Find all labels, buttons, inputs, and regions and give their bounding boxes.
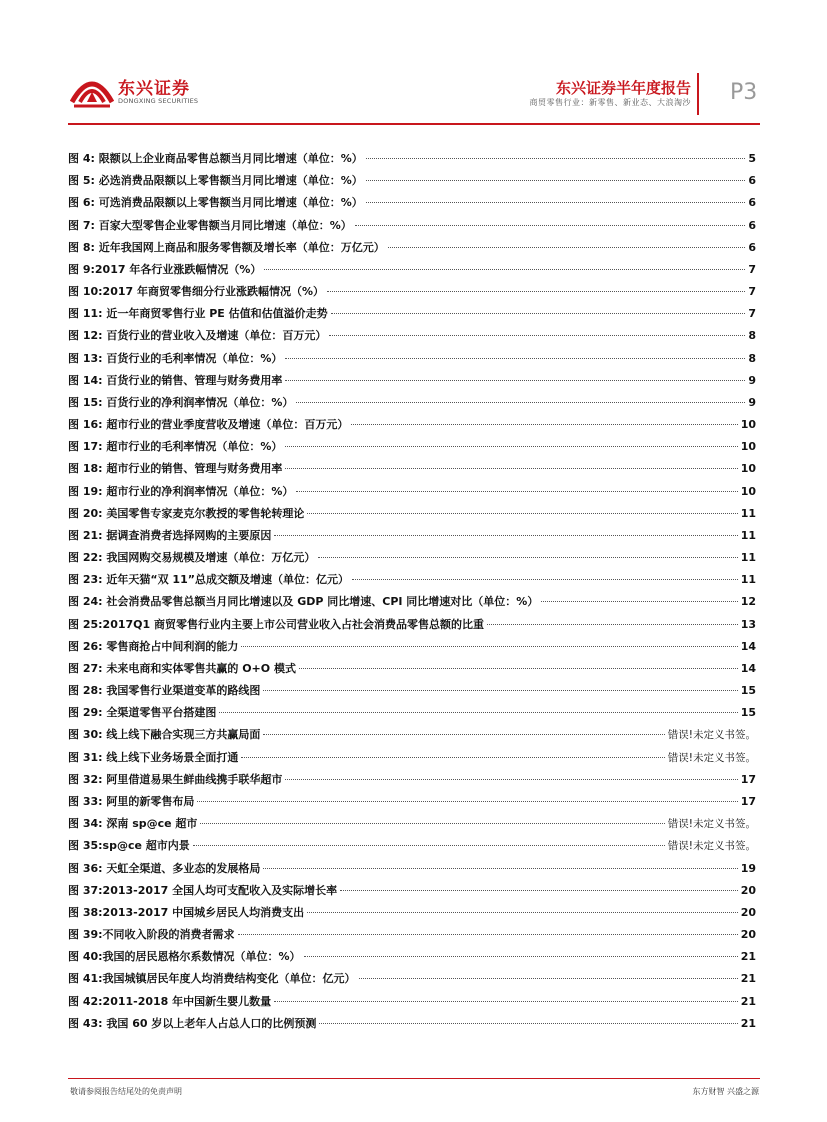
toc-entry[interactable] <box>68 682 756 704</box>
toc-entry[interactable] <box>68 571 756 593</box>
toc-entry-label: 图 5: 必选消费品限额以上零售额当月同比增速（单位：%） <box>68 174 363 188</box>
toc-entry-label: 图 7: 百家大型零售企业零售额当月同比增速（单位：%） <box>68 218 352 232</box>
toc-entry-label: 图 13: 百货行业的毛利率情况（单位：%） <box>68 351 283 365</box>
toc-leader-dots <box>366 158 746 159</box>
toc-leader-dots <box>263 690 737 691</box>
toc-leader-dots <box>219 712 737 713</box>
toc-entry[interactable] <box>68 261 756 283</box>
toc-entry-page: 19 <box>740 861 756 875</box>
toc-leader-dots <box>366 202 746 203</box>
toc-entry-label: 图 22: 我国网购交易规模及增速（单位：万亿元） <box>68 551 316 565</box>
toc-entry[interactable] <box>68 948 756 970</box>
toc-entry-page: 10 <box>740 418 756 432</box>
toc-entry-label: 图 40:我国的居民恩格尔系数情况（单位：%） <box>68 950 301 964</box>
toc-leader-dots <box>388 247 746 248</box>
toc-entry[interactable] <box>68 593 756 615</box>
toc-entry[interactable] <box>68 483 756 505</box>
footer-slogan: 东方财智 兴盛之源 <box>692 1087 759 1096</box>
toc-entry-label: 图 20: 美国零售专家麦克尔教授的零售轮转理论 <box>68 506 305 520</box>
toc-entry-page: 11 <box>740 573 756 587</box>
toc-entry-page: 错误!未定义书签。 <box>667 840 756 853</box>
toc-entry[interactable] <box>68 460 756 482</box>
toc-entry-page: 6 <box>748 218 756 232</box>
toc-entry-label: 图 23: 近年天猫“双 11”总成交额及增速（单位：亿元） <box>68 573 349 587</box>
toc-entry-label: 图 8: 近年我国网上商品和服务零售额及增长率（单位：万亿元） <box>68 240 385 254</box>
toc-entry-label: 图 38:2013-2017 中国城乡居民人均消费支出 <box>68 905 305 919</box>
toc-leader-dots <box>351 424 737 425</box>
toc-entry-label: 图 11: 近一年商贸零售行业 PE 估值和估值溢价走势 <box>68 307 328 321</box>
logo-emblem-icon <box>70 72 114 112</box>
toc-entry[interactable] <box>68 150 756 172</box>
toc-leader-dots <box>304 956 738 957</box>
toc-entry[interactable] <box>68 394 756 416</box>
toc-entry-label: 图 41:我国城镇居民年度人均消费结构变化（单位：亿元） <box>68 972 356 986</box>
toc-leader-dots <box>241 757 664 758</box>
toc-entry-label: 图 9:2017 年各行业涨跌幅情况（%） <box>68 262 262 276</box>
toc-leader-dots <box>285 468 737 469</box>
toc-entry-label: 图 25:2017Q1 商贸零售行业内主要上市公司营业收入占社会消费品零售总额的比重 <box>68 617 484 631</box>
toc-leader-dots <box>193 845 665 846</box>
toc-entry-page: 11 <box>740 506 756 520</box>
toc-entry-page: 11 <box>740 551 756 565</box>
report-subtitle: 商贸零售行业：新零售、新业态、大浪淘沙 <box>529 98 691 107</box>
toc-entry[interactable] <box>68 793 756 815</box>
toc-leader-dots <box>264 269 745 270</box>
header-rule <box>68 123 760 125</box>
toc-entry-label: 图 27: 未来电商和实体零售共赢的 O+O 模式 <box>68 661 296 675</box>
toc-entry[interactable] <box>68 926 756 948</box>
toc-leader-dots <box>319 1023 737 1024</box>
toc-entry[interactable] <box>68 217 756 239</box>
toc-entry-label: 图 19: 超市行业的净利润率情况（单位：%） <box>68 484 294 498</box>
toc-entry-page: 21 <box>740 972 756 986</box>
toc-leader-dots <box>307 513 737 514</box>
toc-entry-label: 图 31: 线上线下业务场景全面打通 <box>68 750 239 764</box>
toc-leader-dots <box>285 779 737 780</box>
toc-entry-page: 10 <box>740 484 756 498</box>
toc-entry-page: 14 <box>740 661 756 675</box>
toc-leader-dots <box>274 1001 738 1002</box>
toc-leader-dots <box>274 535 737 536</box>
toc-entry-page: 6 <box>748 240 756 254</box>
toc-entry[interactable] <box>68 327 756 349</box>
toc-leader-dots <box>359 978 738 979</box>
toc-entry[interactable] <box>68 837 756 859</box>
toc-entry[interactable] <box>68 660 756 682</box>
logo-chinese-name: 东兴证券 <box>118 79 190 99</box>
toc-entry-page: 20 <box>740 905 756 919</box>
toc-entry-page: 错误!未定义书签。 <box>667 751 756 764</box>
toc-entry-page: 17 <box>740 794 756 808</box>
toc-entry-page: 20 <box>740 883 756 897</box>
page-number: P3 <box>730 80 758 105</box>
toc-entry[interactable] <box>68 860 756 882</box>
toc-entry-label: 图 24: 社会消费品零售总额当月同比增速以及 GDP 同比增速、CPI 同比增速对比（单位：%） <box>68 595 539 609</box>
toc-entry-page: 21 <box>740 994 756 1008</box>
toc-entry-page: 17 <box>740 772 756 786</box>
toc-entry[interactable] <box>68 749 756 771</box>
toc-leader-dots <box>331 313 746 314</box>
toc-entry-label: 图 18: 超市行业的销售、管理与财务费用率 <box>68 462 283 476</box>
toc-entry-page: 15 <box>740 706 756 720</box>
toc-entry-page: 14 <box>740 639 756 653</box>
toc-leader-dots <box>541 601 737 602</box>
toc-entry-page: 9 <box>748 373 756 387</box>
toc-entry-page: 8 <box>748 329 756 343</box>
toc-entry-page: 21 <box>740 950 756 964</box>
toc-entry-page: 21 <box>740 1016 756 1030</box>
toc-entry[interactable] <box>68 505 756 527</box>
toc-leader-dots <box>197 801 737 802</box>
figure-table-of-contents <box>68 150 756 1037</box>
toc-leader-dots <box>366 180 746 181</box>
toc-entry-page: 错误!未定义书签。 <box>667 729 756 742</box>
toc-entry-label: 图 42:2011-2018 年中国新生婴儿数量 <box>68 994 272 1008</box>
toc-entry-label: 图 37:2013-2017 全国人均可支配收入及实际增长率 <box>68 883 338 897</box>
toc-entry-label: 图 4: 限额以上企业商品零售总额当月同比增速（单位：%） <box>68 152 363 165</box>
toc-entry-page: 9 <box>748 395 756 409</box>
toc-entry-label: 图 12: 百货行业的营业收入及增速（单位：百万元） <box>68 329 327 343</box>
toc-entry[interactable] <box>68 527 756 549</box>
toc-entry-label: 图 26: 零售商抢占中间利润的能力 <box>68 639 239 653</box>
toc-entry[interactable] <box>68 194 756 216</box>
toc-entry[interactable] <box>68 704 756 726</box>
toc-entry-label: 图 35:sp@ce 超市内景 <box>68 839 190 853</box>
toc-entry-label: 图 32: 阿里借道易果生鲜曲线携手联华超市 <box>68 772 283 786</box>
toc-entry[interactable] <box>68 815 756 837</box>
toc-leader-dots <box>238 934 738 935</box>
toc-leader-dots <box>263 734 664 735</box>
toc-entry-page: 错误!未定义书签。 <box>667 818 756 831</box>
toc-entry[interactable] <box>68 549 756 571</box>
toc-leader-dots <box>329 335 745 336</box>
toc-entry[interactable] <box>68 882 756 904</box>
toc-entry-page: 11 <box>740 528 756 542</box>
toc-entry-label: 图 29: 全渠道零售平台搭建图 <box>68 706 217 720</box>
toc-entry-label: 图 10:2017 年商贸零售细分行业涨跌幅情况（%） <box>68 285 325 299</box>
toc-entry[interactable] <box>68 372 756 394</box>
toc-leader-dots <box>285 446 737 447</box>
toc-leader-dots <box>352 579 738 580</box>
toc-entry-page: 7 <box>748 285 756 299</box>
toc-entry-page: 5 <box>748 152 756 165</box>
toc-entry[interactable] <box>68 416 756 438</box>
toc-leader-dots <box>307 912 738 913</box>
toc-entry-label: 图 39:不同收入阶段的消费者需求 <box>68 928 235 942</box>
report-title: 东兴证券半年度报告 <box>555 79 691 97</box>
toc-entry[interactable] <box>68 970 756 992</box>
toc-entry-page: 13 <box>740 617 756 631</box>
toc-entry[interactable] <box>68 1015 756 1037</box>
header-divider <box>697 73 699 115</box>
toc-entry[interactable] <box>68 993 756 1015</box>
toc-entry-label: 图 43: 我国 60 岁以上老年人占总人口的比例预测 <box>68 1016 317 1030</box>
toc-entry-label: 图 15: 百货行业的净利润率情况（单位：%） <box>68 395 294 409</box>
toc-entry-page: 15 <box>740 684 756 698</box>
toc-entry[interactable] <box>68 305 756 327</box>
toc-entry[interactable] <box>68 616 756 638</box>
toc-entry-label: 图 6: 可选消费品限额以上零售额当月同比增速（单位：%） <box>68 196 363 210</box>
toc-leader-dots <box>340 890 738 891</box>
toc-leader-dots <box>327 291 745 292</box>
toc-entry-label: 图 16: 超市行业的营业季度营收及增速（单位：百万元） <box>68 418 349 432</box>
toc-entry[interactable] <box>68 239 756 261</box>
toc-entry-page: 6 <box>748 174 756 188</box>
toc-leader-dots <box>318 557 737 558</box>
toc-entry[interactable] <box>68 904 756 926</box>
toc-entry-label: 图 28: 我国零售行业渠道变革的路线图 <box>68 684 261 698</box>
toc-leader-dots <box>285 380 745 381</box>
toc-entry-label: 图 21: 据调查消费者选择网购的主要原因 <box>68 528 272 542</box>
toc-leader-dots <box>241 646 737 647</box>
toc-entry-label: 图 14: 百货行业的销售、管理与财务费用率 <box>68 373 283 387</box>
toc-entry[interactable] <box>68 172 756 194</box>
toc-leader-dots <box>299 668 738 669</box>
toc-entry-label: 图 33: 阿里的新零售布局 <box>68 794 195 808</box>
toc-entry[interactable] <box>68 771 756 793</box>
toc-leader-dots <box>296 402 745 403</box>
toc-leader-dots <box>263 868 737 869</box>
toc-entry[interactable] <box>68 726 756 748</box>
toc-entry-label: 图 30: 线上线下融合实现三方共赢局面 <box>68 728 261 742</box>
toc-leader-dots <box>296 491 737 492</box>
toc-leader-dots <box>285 358 745 359</box>
toc-entry-page: 10 <box>740 440 756 454</box>
toc-entry[interactable] <box>68 638 756 660</box>
toc-entry-page: 7 <box>748 262 756 276</box>
toc-entry-page: 8 <box>748 351 756 365</box>
toc-entry-page: 10 <box>740 462 756 476</box>
toc-entry-label: 图 36: 天虹全渠道、多业态的发展格局 <box>68 861 261 875</box>
toc-leader-dots <box>487 624 738 625</box>
toc-leader-dots <box>355 225 746 226</box>
toc-entry[interactable] <box>68 438 756 460</box>
toc-entry-page: 12 <box>740 595 756 609</box>
footer-disclaimer: 敬请参阅报告结尾处的免责声明 <box>70 1087 182 1096</box>
footer-rule <box>68 1078 760 1079</box>
toc-entry-page: 7 <box>748 307 756 321</box>
page-header <box>0 0 827 130</box>
toc-entry[interactable] <box>68 350 756 372</box>
toc-entry-page: 20 <box>740 928 756 942</box>
toc-leader-dots <box>200 823 664 824</box>
toc-entry-label: 图 34: 深南 sp@ce 超市 <box>68 817 198 831</box>
logo-english-name: DONGXING SECURITIES <box>118 97 199 105</box>
company-logo <box>70 72 205 114</box>
toc-entry[interactable] <box>68 283 756 305</box>
toc-entry-label: 图 17: 超市行业的毛利率情况（单位：%） <box>68 440 283 454</box>
toc-entry-page: 6 <box>748 196 756 210</box>
